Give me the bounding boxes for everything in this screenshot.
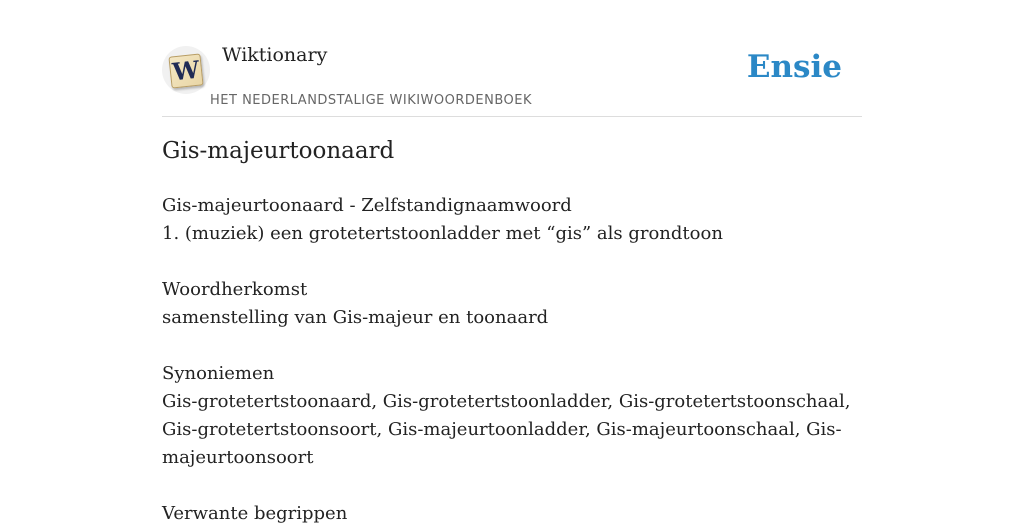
page-title: Gis-majeurtoonaard [162, 138, 395, 164]
spacer [162, 472, 862, 500]
synonyms-text: Gis-grotetertstoonaard, Gis-grotetertstoonladder, Gis-grotetertstoonschaal, Gis-grotetertstoonsoort, Gis-majeurtoonladder, Gis-majeurtoonschaal, Gis-majeurtoonsoort [162, 391, 851, 468]
definition-text: 1. (muziek) een grotetertstoonladder met “gis” als grondtoon [162, 223, 723, 244]
synonyms-heading: Synoniemen [162, 363, 275, 384]
page [162, 0, 862, 524]
ensie-brand-link[interactable]: Ensie [746, 49, 842, 85]
entry-heading-line: Gis-majeurtoonaard - Zelfstandignaamwoord [162, 195, 572, 216]
logo-letter: W [168, 53, 203, 88]
etymology-heading: Woordherkomst [162, 279, 308, 300]
wiktionary-logo-icon[interactable] [162, 46, 210, 94]
site-name[interactable]: Wiktionary [222, 44, 328, 66]
related-heading: Verwante begrippen [162, 503, 348, 524]
spacer [162, 332, 862, 360]
spacer [162, 248, 862, 276]
site-tagline: HET NEDERLANDSTALIGE WIKIWOORDENBOEK [210, 93, 533, 108]
entry-content [162, 192, 862, 528]
etymology-text: samenstelling van Gis-majeur en toonaard [162, 307, 549, 328]
site-header [162, 0, 862, 117]
